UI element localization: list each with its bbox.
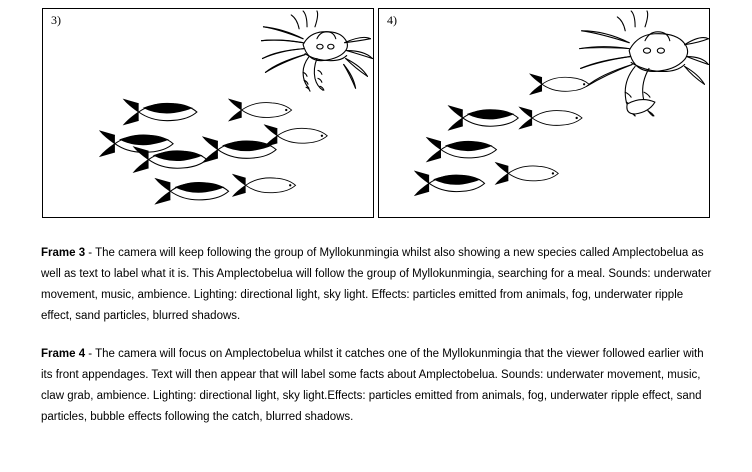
caption-frame-3-body: The camera will keep following the group of Myllokunmingia whilst also showing a new species called Amplectobelua as well as text to label what it is. This Amplectobelua will follow the group of Myllokunmingia, searching for a meal. Sounds: underwater movement, music, ambience. Lighting: directional light, sky light. Effects: particles emitted from animals, fog, underwater ripple effect, sand particles, blurred shadows. [41,247,712,322]
panel-3-illustration [43,9,373,217]
caption-frame-4 [41,344,717,428]
caption-frame-4-separator: - [85,348,96,360]
storyboard-panel-row [42,8,710,218]
panel-4-illustration [379,9,709,217]
panel-4-label: 4) [387,13,397,27]
caption-frame-3-title: Frame 3 [41,247,86,259]
caption-frame-3 [41,243,717,327]
panel-3-label: 3) [51,13,61,27]
caption-frame-4-body: The camera will focus on Amplectobelua whilst it catches one of the Myllokunmingia that the viewer followed earlier with its front appendages. Text will then appear that will label some facts about Amplectobelua. Sounds: underwater movement, music, claw grab, ambience. Lighting: directional light, sky light.Effects: particles emitted from animals, fog, underwater ripple effect, sand particles, bubble effects following the catch, blurred shadows. [41,348,704,423]
caption-list [41,243,717,445]
storyboard-panel-4 [378,8,710,218]
caption-frame-4-title: Frame 4 [41,348,86,360]
storyboard-panel-3 [42,8,374,218]
caption-frame-3-separator: - [85,247,96,259]
